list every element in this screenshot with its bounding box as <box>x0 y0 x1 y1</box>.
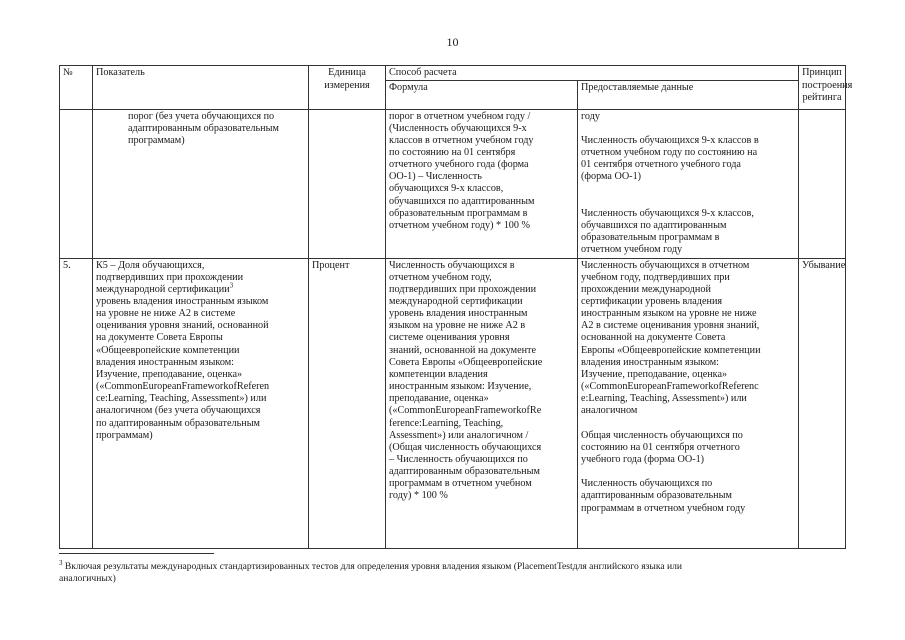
indicator-text-cont: уровень владения иностранным языком на уровне не ниже А2 в системе оценивания уровня знаний, основанной на документе Совета Европы «Общеевропейские компетенции владения иностранным языком: Изучение, преподавание, оценка» («CommonEuropeanFrameworkofReferen ce:Learning, Teaching, Assessment») или аналогичном (без учета обучающихся по адаптированным образовательным программам) <box>96 295 270 441</box>
row-principle: Убывание <box>799 258 846 548</box>
footnote <box>59 558 839 585</box>
table-row <box>60 258 846 548</box>
page-number: 10 <box>446 35 459 49</box>
header-method: Способ расчета <box>386 66 799 81</box>
row-unit <box>309 109 386 258</box>
row-formula: порог в отчетном учебном году / (Численность обучающихся 9-х классов в отчетном учебном году по состоянию на 01 сентября отчетного учебного года (форма ОО-1) – Численность обучающихся 9-х классов, обучавшихся по адаптированным образовательным программам в отчетном учебном году) * 100 % <box>386 109 578 258</box>
row-principle <box>799 109 846 258</box>
table-row <box>60 109 846 258</box>
footnote-ref: 3 <box>229 281 234 290</box>
header-provided: Предоставляемые данные <box>578 80 799 109</box>
row-num: 5. <box>60 258 93 548</box>
row-indicator <box>93 258 309 548</box>
header-unit: Единица измерения <box>309 66 386 110</box>
indicators-table <box>59 65 853 549</box>
header-row <box>60 66 846 81</box>
header-indicator: Показатель <box>93 66 309 110</box>
header-formula: Формула <box>386 80 578 109</box>
row-indicator: порог (без учета обучающихся по адаптированным образовательным программам) <box>93 109 309 258</box>
row-formula: Численность обучающихся в отчетном учебном году, подтвердивших при прохождении международной сертификации уровень владения иностранным языком на уровне не ниже А2 в системе оценивания уровня знаний, основанной на документе Совета Европы «Общеевропейские компетенции владения иностранным языком: Изучение, преподавание, оценка» («CommonEuropeanFrameworkofRe ference:Learning, Teaching, Assessment») или аналогичном / (Общая численность обучающихся – Численность обучающихся по адаптированным образовательным программам в отчетном учебном году) * 100 % <box>386 258 578 548</box>
row-provided: Численность обучающихся в отчетном учебном году, подтвердивших при прохождении международной сертификации уровень владения иностранным языком на уровне не ниже А2 в системе оценивания уровня знаний, основанной на документе Совета Европы «Общеевропейские компетенции владения иностранным языком: Изучение, преподавание, оценка» («CommonEuropeanFrameworkofReferenc e:Learning, Teaching, Assessment») или аналогичном Общая численность обучающихся по состоянию на 01 сентября отчетного учебного года (форма ОО-1) Численность обучающихся по адаптированным образовательным программам в отчетном учебном году <box>578 258 799 548</box>
footnote-text: Включая результаты международных стандартизированных тестов для определения уровня владения языком (PlacementTestдля английского языка или аналогичных) <box>59 561 683 584</box>
header-num: № <box>60 66 93 110</box>
footnote-divider <box>59 553 214 554</box>
header-principle: Принцип построения рейтинга <box>799 66 846 110</box>
indicator-text: К5 – Доля обучающихся, подтвердивших при прохождении международной сертификации <box>96 259 244 295</box>
footnote-mark: 3 <box>59 558 63 567</box>
row-num <box>60 109 93 258</box>
row-unit: Процент <box>309 258 386 548</box>
row-provided: году Численность обучающихся 9-х классов в отчетном учебном году по состоянию на 01 сентября отчетного учебного года (форма ОО-1) Численность обучающихся 9-х классов, обучавшихся по адаптированным образовательным программам в отчетном учебном году <box>578 109 799 258</box>
